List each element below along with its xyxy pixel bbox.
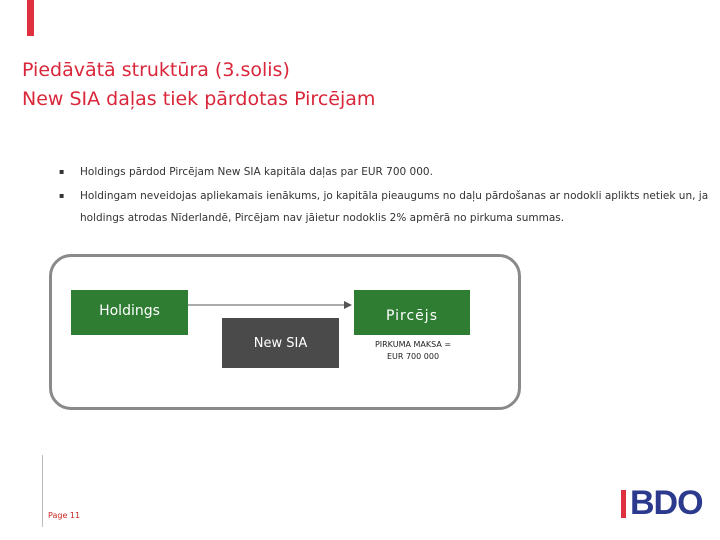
footer-divider	[42, 455, 43, 527]
bdo-logo	[620, 484, 703, 523]
title-line-1: Piedāvātā struktūra (3.solis)	[22, 59, 290, 81]
bullet-icon: ▪	[59, 167, 65, 176]
holdings-label: Holdings	[99, 302, 160, 319]
new-sia-box	[222, 318, 339, 368]
bullet-text: Holdings pārdod Pircējam New SIA kapitāla daļas par EUR 700 000.	[80, 166, 433, 178]
buyer-label: Pircējs	[386, 307, 438, 324]
logo-text: BDO	[630, 484, 703, 522]
holdings-box	[71, 290, 188, 335]
price-line-2: EUR 700 000	[386, 352, 440, 361]
price-line-1: PIRKUMA MAKSA =	[374, 340, 452, 349]
bullet-icon: ▪	[59, 191, 65, 200]
bullet-text: Holdingam neveidojas apliekamais ienākums, jo kapitāla pieaugums no daļu pārdošanas ar nodokli aplikts netiek un, ja holdings atrodas Nīderlandē, Pircējam nav jāietur nodoklis 2% apmērā no pirkuma summas.	[80, 190, 709, 224]
buyer-box	[354, 290, 470, 335]
page-number: Page 11	[48, 511, 81, 520]
title-line-2: New SIA daļas tiek pārdotas Pircējam	[22, 88, 376, 110]
purchase-price-note	[360, 339, 466, 363]
new-sia-label: New SIA	[253, 336, 308, 351]
